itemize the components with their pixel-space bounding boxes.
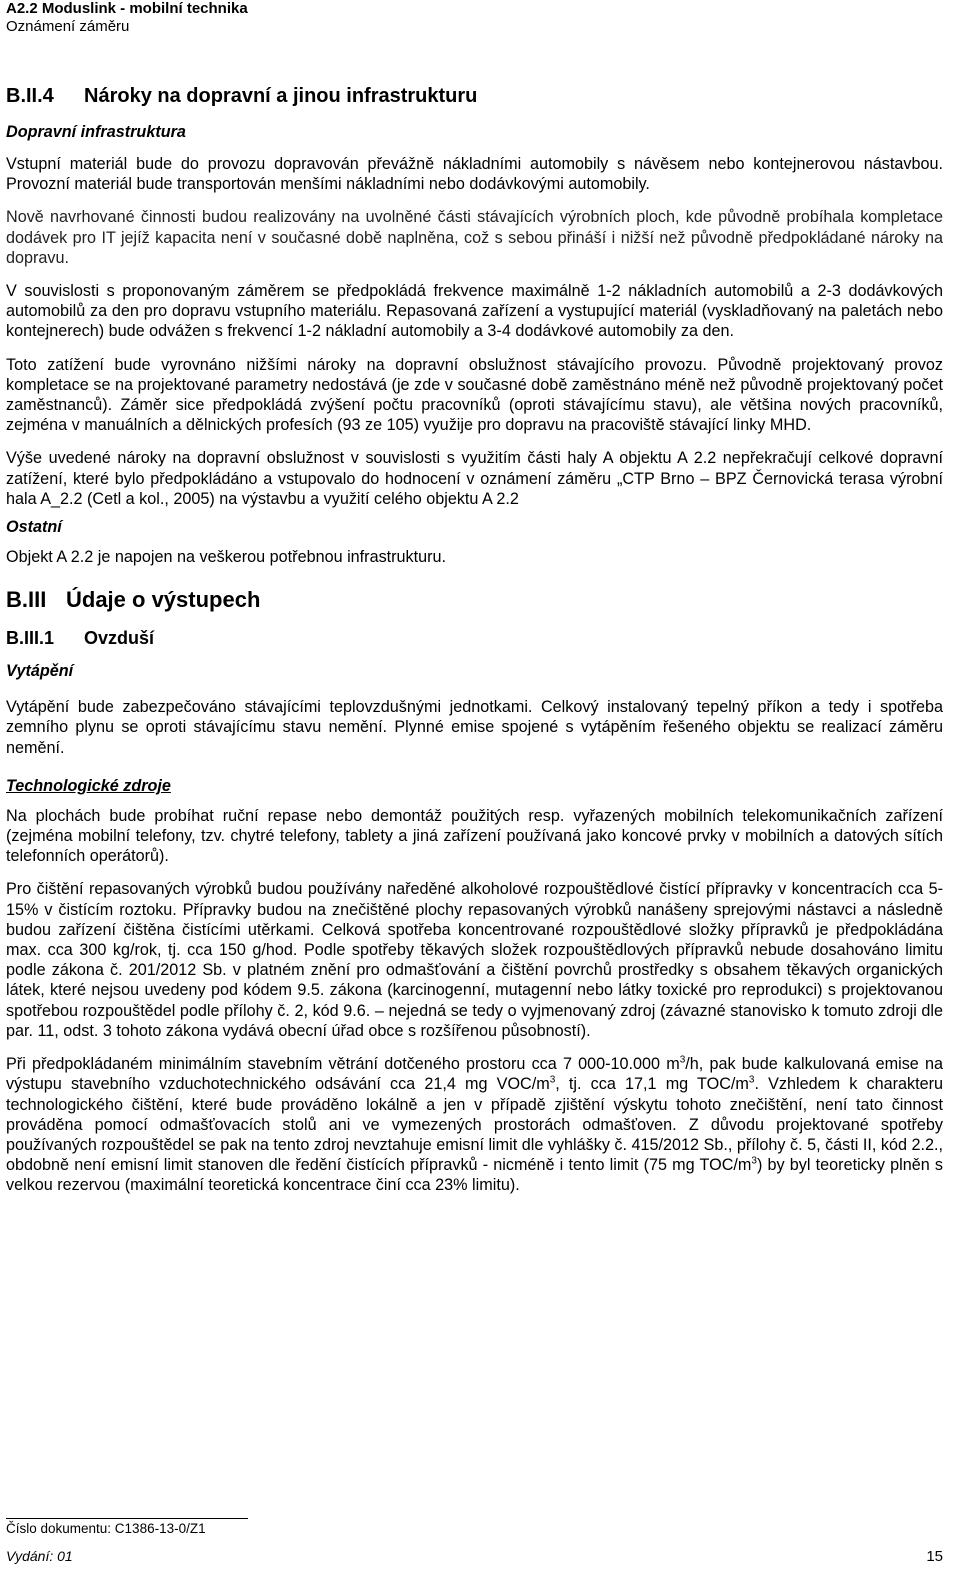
paragraph: V souvislosti s proponovaným záměrem se předpokládá frekvence maximálně 1-2 nákladních automobilů a 2-3 dodávkových automobilů za den pro dopravu vstupního materiálu. Repasovaná zařízení a vystupující materiál (vyskladňovaný na paletách nebo kontejnerech) bude odvážen s frekvencí 1-2 nákladní automobily a 3-4 dodávkové automobily za den.	[6, 282, 943, 341]
paragraph: Objekt A 2.2 je napojen na veškerou potřebnou infrastrukturu.	[6, 548, 447, 567]
subheading-vytapeni: Vytápění	[6, 662, 74, 681]
text-run: /h, pak bude kalkulovaná emise na výstupu stavebního vzduchotechnického odsávání cca 21,4 mg VOC/m	[6, 1055, 943, 1094]
subheading-ostatni: Ostatní	[6, 518, 62, 537]
text-run: ) by byl teoreticky plněn s velkou rezervou (maximální teoretická koncentrace činí cca 23% limitu).	[6, 1156, 944, 1195]
section-title: Ovzduší	[84, 628, 155, 649]
section-number: B.III	[6, 587, 47, 613]
text-run: Při předpokládaném minimálním stavebním větrání dotčeného prostoru cca 7 000-10.000 m	[6, 1055, 680, 1074]
document-body	[6, 84, 943, 1209]
section-heading-b3-1	[6, 627, 943, 649]
subheading-dopravni-infrastruktura: Dopravní infrastruktura	[6, 123, 186, 141]
paragraph: Nově navrhované činnosti budou realizovány na uvolněné části stávajících výrobních ploch, kde původně probíhala kompletace dodávek pro IT jejíž kapacita není v současné době naplněna, což s sebou přináší i nižší než původně předpokládané nároky na dopravu.	[6, 208, 943, 267]
section-number: B.II.4	[6, 85, 54, 107]
section-number: B.III.1	[6, 628, 55, 649]
paragraph: Toto zatížení bude vyrovnáno nižšími nároky na dopravní obslužnost stávajícího provozu. Původně projektovaný provoz kompletace se na projektované parametry nedostává (je zde v současné době zaměstnáno méně než původně projektovaný počet zaměstnanců). Záměr sice předpokládá zvýšení počtu pracovníků (oproti stávajícímu stavu), ale většina nových pracovníků, zejména v manuálních a dělnických profesích (93 ze 105) využije pro dopravu na pracoviště stávající linky MHD.	[6, 355, 943, 435]
footer-rule	[6, 1518, 248, 1519]
page-number: 15	[926, 1548, 943, 1565]
section-heading-b3	[6, 587, 943, 613]
section-title: Údaje o výstupech	[66, 587, 261, 613]
superscript: 3	[751, 1155, 757, 1167]
superscript: 3	[549, 1074, 556, 1086]
header-project: A2.2 Moduslink - mobilní technika	[6, 0, 248, 17]
document-number: Číslo dokumentu: C1386-13-0/Z1	[6, 1521, 206, 1536]
text-run: . Vzhledem k charakteru technologického čištění, které bude prováděno lokálně a jen v případě zjištění výskytu tohoto znečištění, není tato činnost prováděna pomocí odmašťovacích stolů ani ve vymezených prostorách odmašťoven. Z důvodu projektované spotřeby používaných rozpouštědel se pak na tento zdroj nevztahuje emisní limit dle vyhlášky č. 415/2012 Sb., přílohy č. 5, části II, kód 2.2., obdobně není emisní limit stanoven dle ředění čistících přípravků - nicméně i tento limit (75 mg TOC/m	[6, 1075, 944, 1175]
superscript: 3	[679, 1054, 686, 1066]
edition: Vydání: 01	[6, 1548, 73, 1564]
page-footer	[6, 1518, 943, 1565]
paragraph: Na plochách bude probíhat ruční repase nebo demontáž použitých resp. vyřazených mobilních telekomunikačních zařízení (zejména mobilní telefony, tzv. chytré telefony, tablety a jiná zařízení používaná jako koncové prvky v mobilních a datových sítích telefonních operátorů).	[6, 806, 943, 866]
subheading-technologicke-zdroje: Technologické zdroje	[6, 776, 171, 795]
paragraph: Pro čištění repasovaných výrobků budou používány naředěné alkoholové rozpouštědlové čistící přípravky v koncentracích cca 5-15% v čistícím roztoku. Přípravky budou na znečištěné plochy repasovaných výrobků nanášeny sprejovými nástavci a následně budou zařízení čištěna čistícími utěrkami. Celková spotřeba koncentrované rozpouštědlové složky přípravků je předpokládána max. cca 300 kg/rok, tj. cca 150 g/hod. Podle spotřeby těkavých složek rozpouštědlových přípravků nebude dosahováno limitu podle zákona č. 201/2012 Sb. v platném znění pro odmašťování a čištění povrchů prostředky s obsahem těkavých organických látek, které nejsou uvedeny pod kódem 9.5. zákona (karcinogenní, mutagenní nebo látky toxické pro reprodukci) s projektovanou spotřebou rozpouštědel podle přílohy č. 2, kód 9.6. – nejedná se tedy o vyjmenovaný zdroj (závazné stanovisko k tomuto zdroji dle par. 11, odst. 3 tohoto zákona vydává obecní úřad obce s rozšířenou působností).	[6, 880, 943, 1040]
paragraph: Vytápění bude zabezpečováno stávajícími teplovzdušnými jednotkami. Celkový instalovaný tepelný příkon a tedy i spotřeba zemního plynu se oproti stávajícímu stavu nemění. Plynné emise spojené s vytápěním řešeného objektu se realizací záměru nemění.	[6, 698, 943, 757]
paragraph: Výše uvedené nároky na dopravní obslužnost v souvislosti s využitím části haly A objektu A 2.2 nepřekračují celkové dopravní zatížení, které bylo předpokládáno a vstupovalo do hodnocení v oznámení záměru „CTP Brno – BPZ Černovická terasa výrobní hala A_2.2 (Cetl a kol., 2005) na výstavbu a využití celého objektu A 2.2	[6, 449, 943, 508]
paragraph-emissions	[6, 1054, 943, 1195]
text-run: , tj. cca 17,1 mg TOC/m	[555, 1075, 749, 1094]
superscript: 3	[748, 1074, 755, 1086]
paragraph: Vstupní materiál bude do provozu dopravován převážně nákladními automobily s návěsem nebo kontejnerovou nástavbou. Provozní materiál bude transportován menšími nákladními nebo dodávkovými automobily.	[6, 155, 943, 194]
header-doc-type: Oznámení záměru	[6, 18, 130, 35]
section-heading-b2-4	[6, 84, 943, 108]
page-header	[6, 0, 248, 36]
section-title: Nároky na dopravní a jinou infrastrukturu	[84, 85, 478, 107]
document-page	[6, 0, 943, 1592]
